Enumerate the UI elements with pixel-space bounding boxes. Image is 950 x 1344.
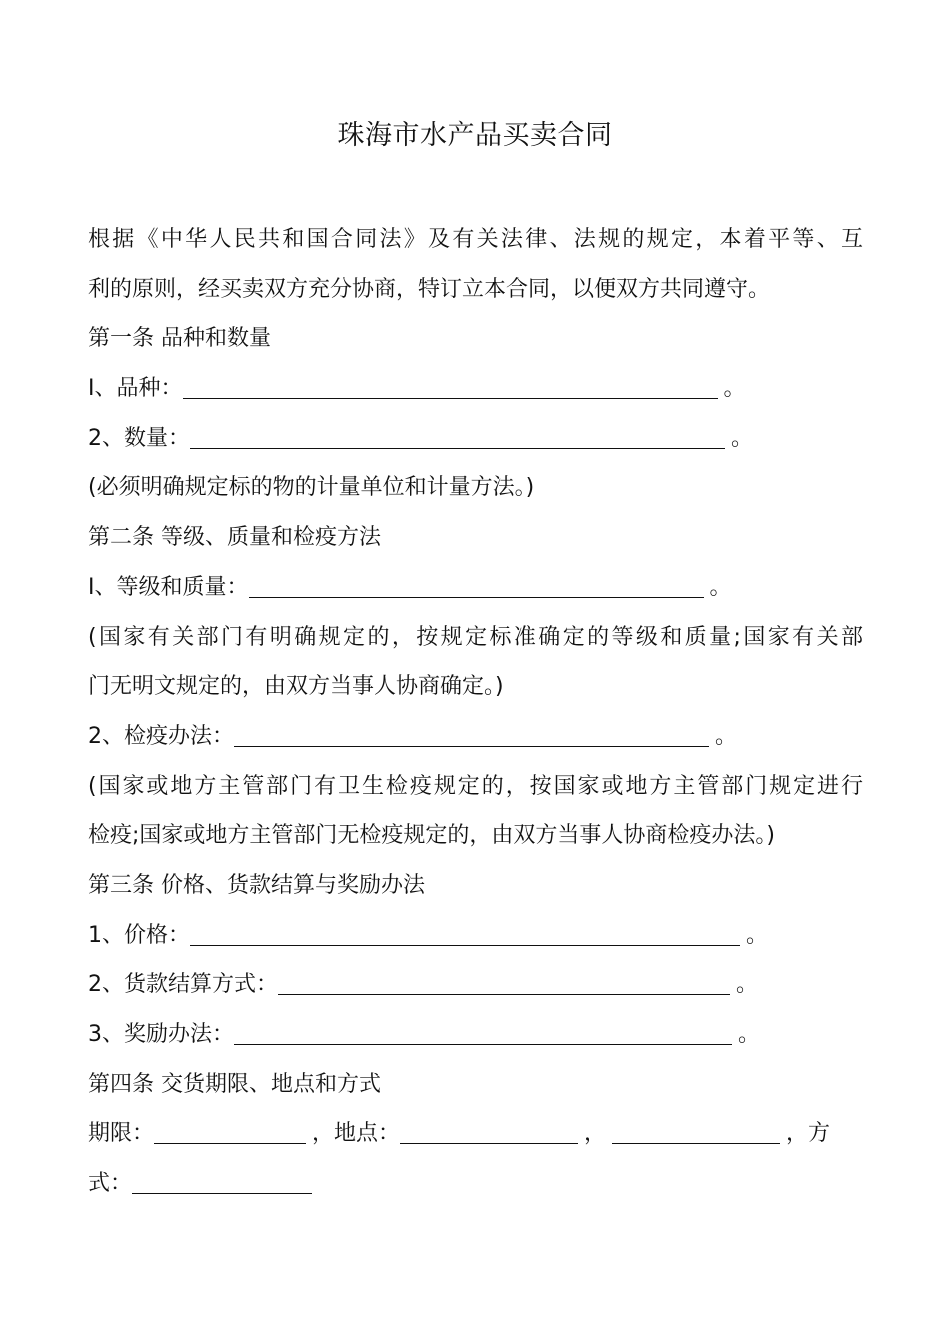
article-4-heading: 第四条 交货期限、地点和方式	[88, 1071, 381, 1097]
quantity-end-mark: 。	[731, 425, 754, 451]
delivery-comma: ，	[584, 1121, 607, 1147]
document-title: 珠海市水产品买卖合同	[337, 120, 613, 151]
variety-end-mark: 。	[723, 376, 746, 402]
method-label-part1: ，方	[786, 1121, 831, 1147]
document-body	[88, 215, 863, 1209]
period-label: 期限：	[88, 1121, 155, 1147]
period-blank[interactable]	[154, 1113, 306, 1144]
payment-label: 2、货款结算方式：	[88, 972, 278, 998]
grade-quality-blank[interactable]	[249, 567, 704, 598]
quarantine-label: 2、检疫办法：	[88, 723, 234, 749]
place-blank[interactable]	[400, 1113, 578, 1144]
quantity-blank[interactable]	[190, 418, 725, 449]
quarantine-end-mark: 。	[715, 723, 738, 749]
price-label: 1、价格：	[88, 922, 190, 948]
payment-end-mark: 。	[736, 972, 759, 998]
reward-line	[88, 1010, 863, 1060]
price-line	[88, 911, 863, 961]
grade-quality-end-mark: 。	[709, 574, 732, 600]
variety-label: I、品种：	[88, 376, 183, 402]
method-label-part2: 式：	[88, 1171, 133, 1197]
quantity-label: 2、数量：	[88, 425, 190, 451]
place-label: ，地点：	[312, 1121, 401, 1147]
method-blank[interactable]	[132, 1163, 312, 1194]
article-1-note: (必须明确规定标的物的计量单位和计量方法。)	[88, 475, 535, 501]
delivery-line-2	[88, 1159, 863, 1209]
article-1-heading: 第一条 品种和数量	[88, 326, 271, 352]
quarantine-note-line-2: 检疫;国家或地方主管部门无检疫规定的，由双方当事人协商检疫办法。)	[88, 823, 775, 849]
quarantine-note-line-1: (国家或地方主管部门有卫生检疫规定的，按国家或地方主管部门规定进行	[88, 773, 863, 799]
intro-line-2: 利的原则，经买卖双方充分协商，特订立本合同，以便双方共同遵守。	[88, 276, 771, 302]
price-blank[interactable]	[190, 915, 740, 946]
reward-end-mark: 。	[738, 1022, 761, 1047]
grade-note-line-1: (国家有关部门有明确规定的，按规定标准确定的等级和质量;国家有关部	[88, 624, 863, 650]
place-extra-blank[interactable]	[612, 1113, 780, 1144]
reward-label: 3、奖励办法：	[88, 1022, 234, 1047]
grade-note-line-2: 门无明文规定的，由双方当事人协商确定。)	[88, 674, 504, 700]
variety-line	[88, 364, 863, 414]
price-end-mark: 。	[746, 922, 769, 948]
grade-quality-label: I、等级和质量：	[88, 574, 249, 600]
payment-line	[88, 960, 863, 1010]
quarantine-blank[interactable]	[234, 716, 709, 747]
article-2-heading: 第二条 等级、质量和检疫方法	[88, 525, 381, 551]
grade-quality-line	[88, 563, 863, 613]
quantity-line	[88, 414, 863, 464]
quarantine-line	[88, 712, 863, 762]
delivery-line-1	[88, 1109, 863, 1159]
reward-blank[interactable]	[234, 1014, 732, 1045]
variety-blank[interactable]	[183, 368, 718, 399]
article-3-heading: 第三条 价格、货款结算与奖励办法	[88, 872, 425, 898]
intro-line-1: 根据《中华人民共和国合同法》及有关法律、法规的规定，本着平等、互	[88, 227, 863, 252]
payment-blank[interactable]	[278, 964, 730, 995]
